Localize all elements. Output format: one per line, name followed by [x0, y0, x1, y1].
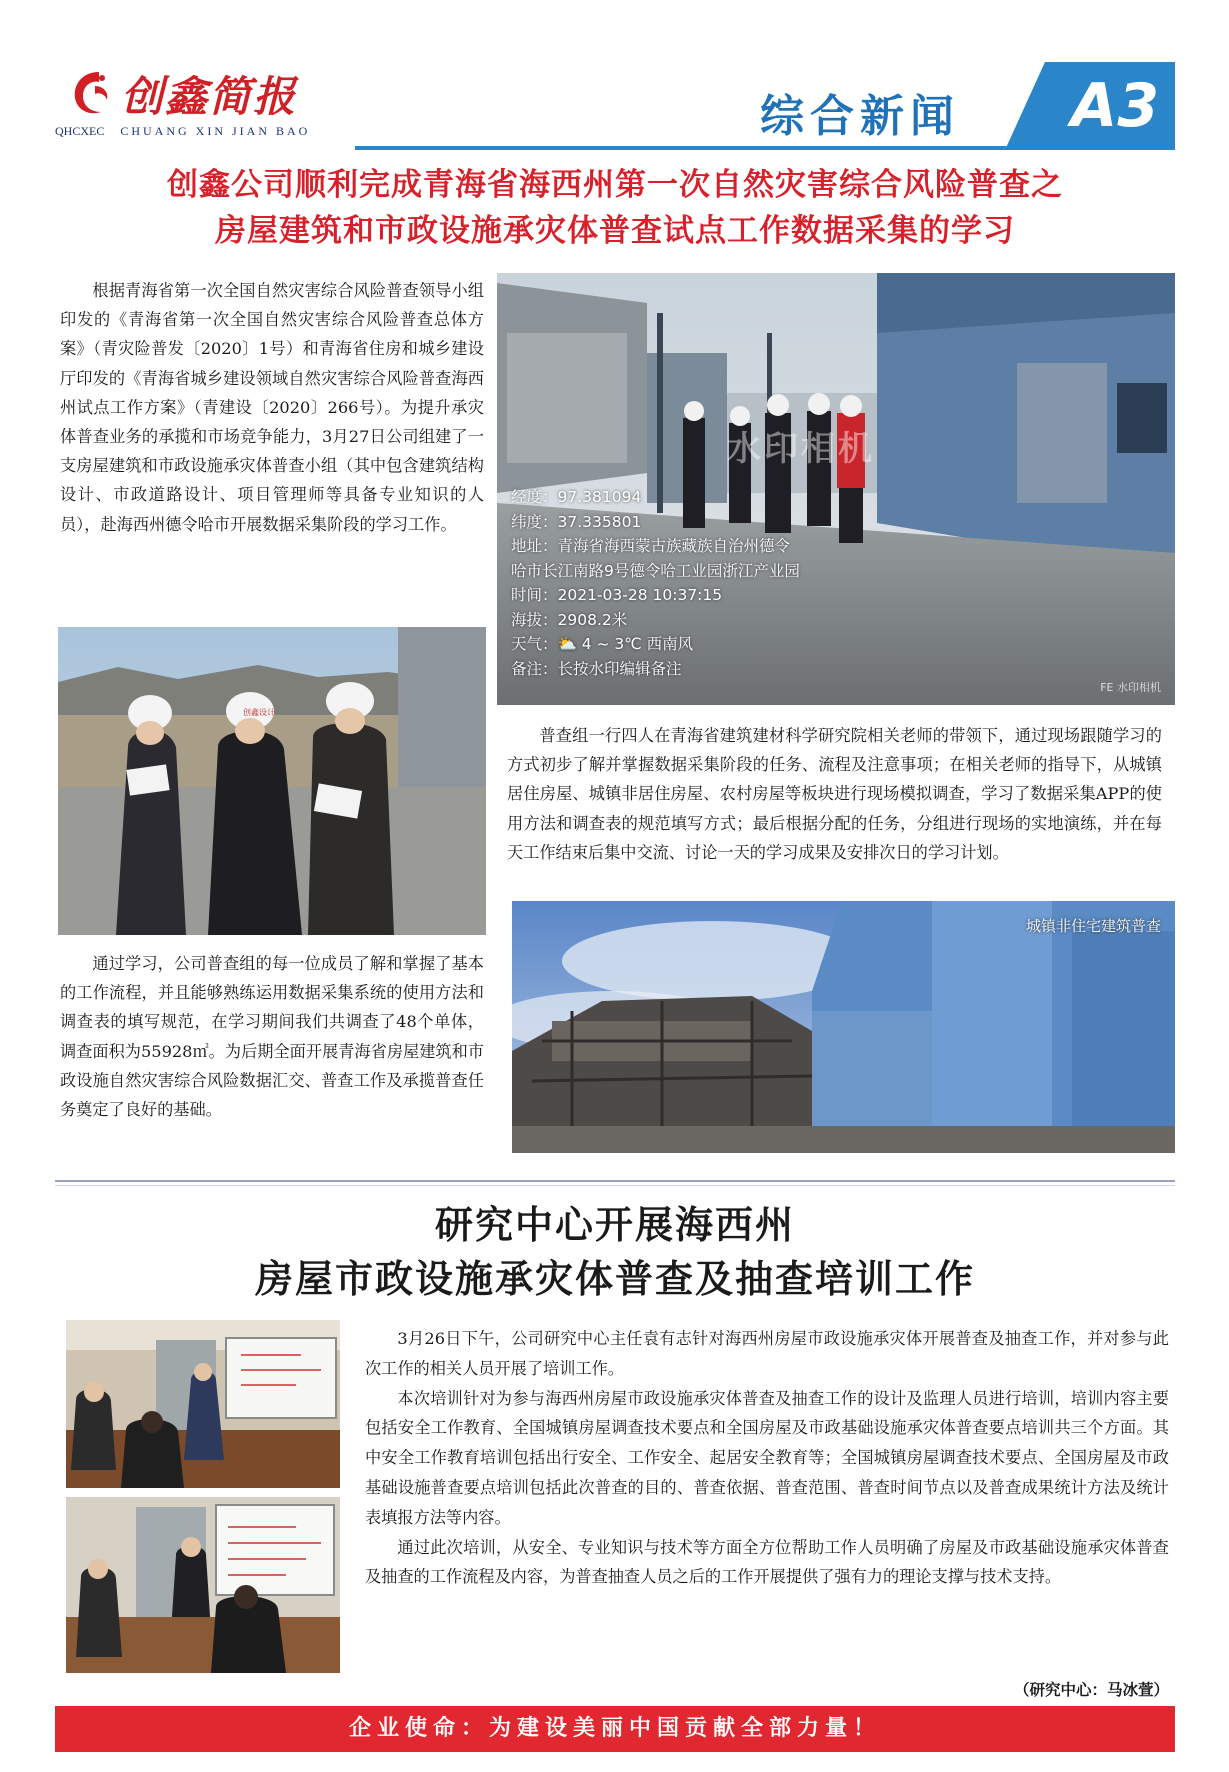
gps-note: 备注：长按水印编辑备注 [511, 659, 682, 678]
article2-headline-line1: 研究中心开展海西州 [434, 1202, 795, 1247]
article2-headline [55, 1198, 1175, 1306]
section-divider-thin [55, 1185, 1175, 1186]
masthead [55, 62, 1175, 150]
article1-headline-line2: 房屋建筑和市政设施承灾体普查试点工作数据采集的学习 [215, 213, 1015, 249]
article2-paragraph-3: 通过此次培训，从安全、专业知识与技术等方面全方位帮助工作人员明确了房屋及市政基础设施承灾体普查及抽查的工作流程及内容，为普查抽查人员之后的工作开展提供了强有力的理论支撑与技术支持。 [365, 1537, 1169, 1587]
article2-body [365, 1324, 1169, 1592]
gps-longitude: 经度：97.381094 [511, 488, 642, 506]
training-photo-1 [66, 1320, 340, 1488]
training-photo-2 [66, 1497, 340, 1673]
page-number: A3 [1070, 71, 1160, 141]
article1-paragraph-2-text: 普查组一行四人在青海省建筑建材科学研究院相关老师的带领下，通过现场跟随学习的方式初步了解并掌握数据采集阶段的任务、流程及注意事项；在相关老师的指导下，从城镇居住房屋、城镇非居住房屋、农村房屋等板块进行现场模拟调查，学习了数据采集APP的使用方法和调查表的规范填写方式；最后根据分配的任务，分组进行现场的实地演练，并在每天工作结束后集中交流、讨论一天的学习成果及安排次日的学习计划。 [507, 726, 1162, 862]
article1-paragraph-3-text: 通过学习，公司普查组的每一位成员了解和掌握了基本的工作流程，并且能够熟练运用数据采集系统的使用方法和调查表的填写规范，在学习期间我们共调查了48个单体，调查面积为55928㎡。为后期全面开展青海省房屋建筑和市政设施自然灾害综合风险数据汇交、普查工作及承揽普查任务奠定了良好的基础。 [60, 954, 484, 1120]
non-residential-building-photo [512, 901, 1175, 1153]
training-photo-1-image [66, 1320, 340, 1488]
gps-info-overlay [511, 485, 911, 681]
gps-altitude: 海拔：2908.2米 [511, 610, 628, 629]
photo-caption: 城镇非住宅建筑普查 [1025, 917, 1161, 935]
helmet-label: 创鑫设计 [243, 708, 275, 717]
surveyors-photo-image [58, 627, 486, 935]
training-photo-2-image [66, 1497, 340, 1673]
article1-headline-line1: 创鑫公司顺利完成青海省海西州第一次自然灾害综合风险普查之 [167, 167, 1063, 203]
company-name-spelled: CHUANG XIN JIAN BAO [120, 124, 311, 138]
gps-address-line1: 地址：青海省海西蒙古族藏族自治州德令 [511, 537, 791, 555]
article2-paragraph-2: 本次培训针对为参与海西州房屋市政设施承灾体普查及抽查工作的设计及监理人员进行培训，培训内容主要包括安全工作教育、全国城镇房屋调查技术要点和全国房屋及市政基础设施承灾体普查要点培训共三个方面。其中安全工作教育培训包括出行安全、工作安全、起居安全教育等；全国城镇房屋调查技术要点、全国房屋及市政基础设施普查要点培训包括此次普查的目的、普查依据、普查范围、普查时间节点以及普查成果统计方法及统计表填报方法等内容。 [365, 1388, 1169, 1527]
logo-swirl-icon [69, 68, 115, 118]
article2-byline: （研究中心：马冰萱） [1013, 1681, 1169, 1699]
logo-text: 创鑫简报 [121, 72, 298, 121]
article1-paragraph-2 [507, 721, 1162, 867]
section-title: 综合新闻 [760, 91, 960, 142]
gps-address-line2: 哈市长江南路9号德令哈工业园浙江产业园 [511, 561, 800, 580]
article1-paragraph-1-text: 根据青海省第一次全国自然灾害综合风险普查领导小组印发的《青海省第一次全国自然灾害综合风险普查总体方案》（青灾险普发〔2020〕1号）和青海省住房和城乡建设厅印发的《青海省城乡建设领域自然灾害综合风险普查海西州试点工作方案》（青建设〔2020〕266号）。为提升承灾体普查业务的承揽和市场竞争能力，3月27日公司组建了一支房屋建筑和市政设施承灾体普查小组（其中包含建筑结构设计、市政道路设计、项目管理师等具备专业知识的人员），赴海西州德令哈市开展数据采集阶段的学习工作。 [60, 281, 484, 534]
site-survey-photo [497, 273, 1175, 705]
logo-subtitle [55, 124, 310, 139]
article1-paragraph-3 [60, 949, 484, 1124]
gps-time: 时间：2021-03-28 10:37:15 [511, 586, 723, 604]
article2-headline-line2: 房屋市政设施承灾体普查及抽查培训工作 [254, 1256, 975, 1301]
article1-paragraph-1 [60, 276, 484, 539]
section-divider [55, 1180, 1175, 1182]
camera-app-mark: FE 水印相机 [1100, 681, 1161, 694]
gps-weather: 天气：⛅ 4 ~ 3℃ 西南风 [511, 635, 694, 653]
surveyors-photo [58, 627, 486, 935]
article1-headline [55, 162, 1175, 254]
footer-banner [55, 1706, 1175, 1752]
article2-paragraph-1: 3月26日下午，公司研究中心主任袁有志针对海西州房屋市政设施承灾体开展普查及抽查工作，并对参与此次工作的相关人员开展了培训工作。 [365, 1329, 1169, 1378]
photo-watermark: 水印相机 [727, 429, 875, 469]
company-code: QHCXEC [55, 124, 105, 138]
plant-photo-image [512, 901, 1175, 1153]
gps-latitude: 纬度：37.335801 [511, 512, 642, 531]
company-logo [55, 62, 355, 150]
footer-slogan: 企业使命：为建设美丽中国贡献全部力量！ [348, 1716, 881, 1741]
